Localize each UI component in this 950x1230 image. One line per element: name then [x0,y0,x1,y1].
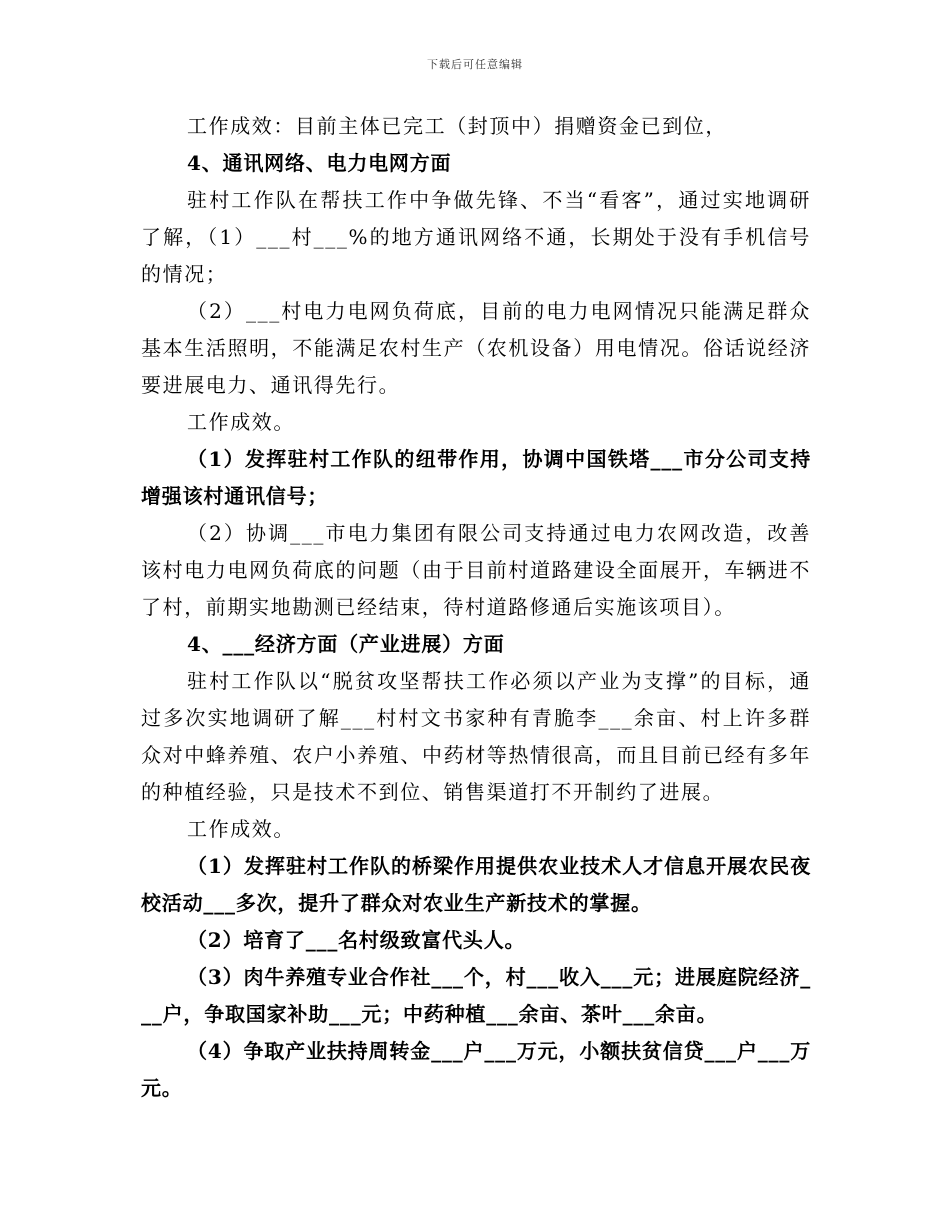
paragraph-telecom-survey: 驻村工作队在帮扶工作中争做先锋、不当“看客”，通过实地调研了解，（1）___村___%的地方通讯网络不通，长期处于没有手机信号的情况； [141,188,811,286]
paragraph-result-leaders: （2）培育了___名村级致富代头人。 [187,928,526,952]
paragraph-power-grid: （2）___村电力电网负荷底，目前的电力电网情况只能满足群众基本生活照明，不能满足农村生产（农机设备）用电情况。俗话说经济要进展电力、通讯得先行。 [141,299,811,397]
paragraph-result-funding: （4）争取产业扶持周转金___户___万元，小额扶贫信贷___户___万元。 [141,1039,811,1100]
paragraph-economy-survey: 驻村工作队以“脱贫攻坚帮扶工作必须以产业为支撑”的目标，通过多次实地调研了解___村村文书家种有青脆李___余亩、村上许多群众对中蜂养殖、农户小养殖、中药材等热情很高，而且目前已经有多年的种植经验，只是技术不到位、销售渠道打不开制约了进展。 [141,669,811,804]
section-heading-telecom-power: 4、通讯网络、电力电网方面 [187,151,452,175]
paragraph-work-result-2: 工作成效。 [187,410,295,434]
paragraph-work-result-1: 工作成效：目前主体已完工（封顶中）捐赠资金已到位， [187,114,727,138]
page-header: 下载后可任意编辑 [427,58,523,71]
paragraph-result-cooperative: （3）肉牛养殖专业合作社___个，村___收入___元；进展庭院经济___户，争取国家补助___元；中药种植___余亩、茶叶___余亩。 [141,965,811,1026]
paragraph-result-power: （2）协调___市电力集团有限公司支持通过电力农网改造，改善该村电力电网负荷底的问题（由于目前村道路建设全面展开，车辆进不了村，前期实地勘测已经结束，待村道路修通后实施该项目）。 [141,521,811,619]
document-body [141,108,811,1107]
paragraph-work-result-3: 工作成效。 [187,817,295,841]
section-heading-economy: 4、___经济方面（产业进展）方面 [187,632,505,656]
paragraph-result-training: （1）发挥驻村工作队的桥梁作用提供农业技术人才信息开展农民夜校活动___多次，提升了群众对农业生产新技术的掌握。 [141,854,811,915]
paragraph-result-telecom: （1）发挥驻村工作队的纽带作用，协调中国铁塔___市分公司支持增强该村通讯信号； [141,447,811,508]
